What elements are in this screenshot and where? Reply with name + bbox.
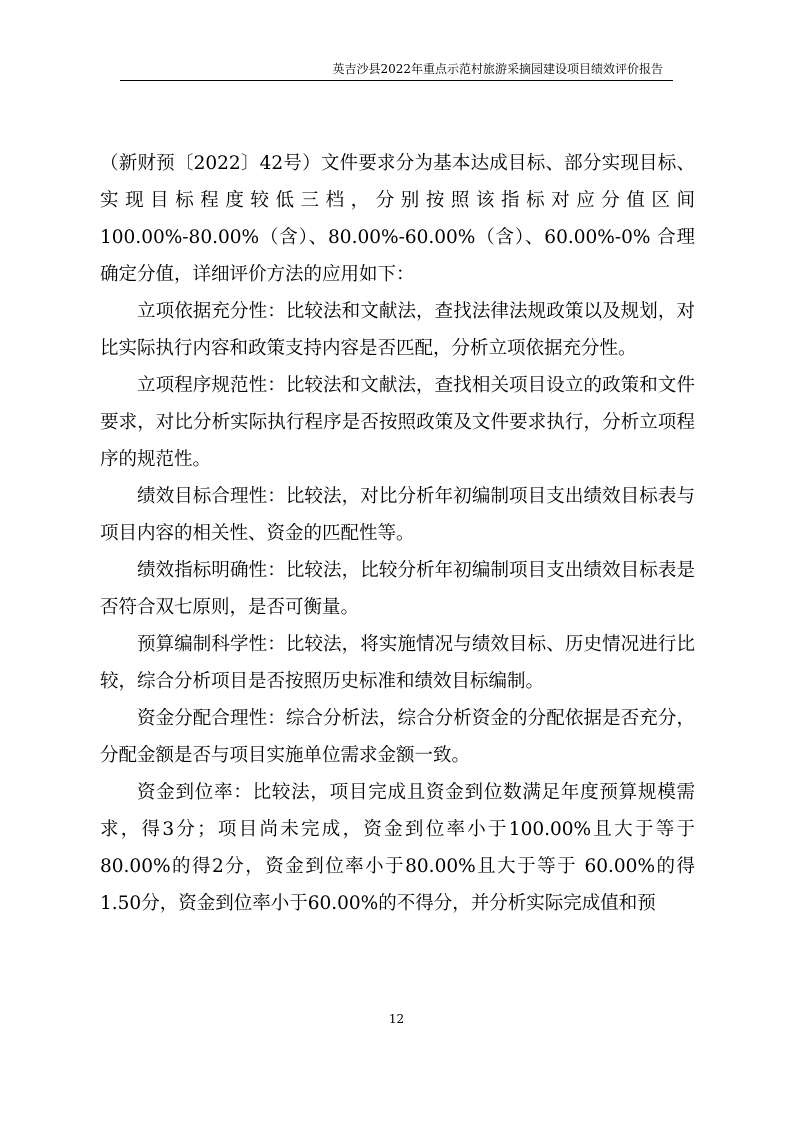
- paragraph-indicator-clarity: 绩效指标明确性：比较法，比较分析年初编制项目支出绩效目标表是否符合双七原则，是否可衡量。: [100, 560, 695, 618]
- paragraph-project-basis: 立项依据充分性：比较法和文献法，查找法律法规政策以及规划，对比实际执行内容和政策支持内容是否匹配，分析立项依据充分性。: [100, 301, 695, 359]
- page-number: 12: [388, 1012, 405, 1026]
- paragraph-project-procedure: 立项程序规范性：比较法和文献法，查找相关项目设立的政策和文件要求，对比分析实际执行程序是否按照政策及文件要求执行，分析立项程序的规范性。: [100, 375, 695, 470]
- paragraph-goal-rationality: 绩效目标合理性：比较法，对比分析年初编制项目支出绩效目标表与项目内容的相关性、资金的匹配性等。: [100, 486, 695, 544]
- document-body: [100, 145, 695, 922]
- page-header: 英吉沙县2022年重点示范村旅游采摘园建设项目绩效评价报告: [332, 62, 663, 76]
- header-divider: [120, 80, 673, 81]
- paragraph-fund-arrival-rate: 资金到位率：比较法，项目完成且资金到位数满足年度预算规模需求，得3分；项目尚未完成，资金到位率小于100.00%且大于等于80.00%的得2分，资金到位率小于80.00%且大于等于 60.00%的得1.50分，资金到位率小于60.00%的不得分，并分析实际完成值和预: [100, 782, 695, 914]
- paragraph-intro: （新财预〔2022〕42号）文件要求分为基本达成目标、部分实现目标、实现目标程度较低三档，分别按照该指标对应分值区间100.00%-80.00%（含）、80.00%-60.00%（含）、60.00%-0% 合理确定分值，详细评价方法的应用如下：: [100, 153, 695, 285]
- paragraph-fund-allocation: 资金分配合理性：综合分析法，综合分析资金的分配依据是否充分，分配金额是否与项目实施单位需求金额一致。: [100, 708, 695, 766]
- paragraph-budget-scientific: 预算编制科学性：比较法，将实施情况与绩效目标、历史情况进行比较，综合分析项目是否按照历史标准和绩效目标编制。: [100, 634, 695, 692]
